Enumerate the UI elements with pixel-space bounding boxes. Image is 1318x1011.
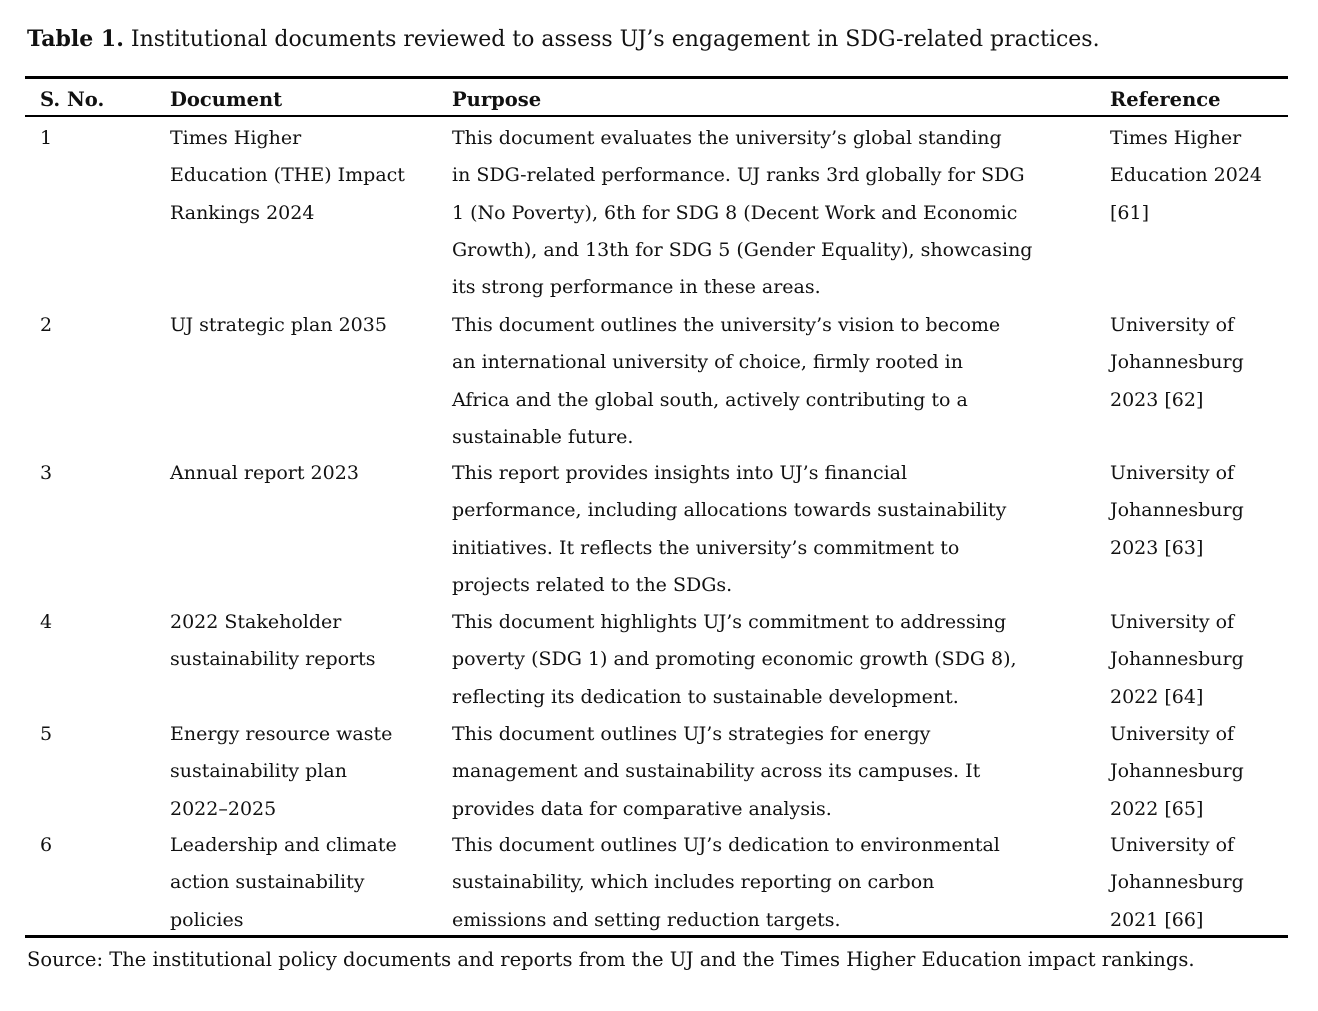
cell-sno [40,455,52,492]
cell-line: 3 [40,462,53,484]
cell-line: Annual report 2023 [170,462,359,484]
cell-line: Rankings 2024 [170,201,315,224]
cell-sno [40,604,52,641]
cell-reference [1110,827,1244,939]
cell-line: its strong performance in these areas. [452,276,821,299]
top-rule [25,76,1288,79]
bottom-rule [25,935,1288,938]
cell-line: 6 [40,834,53,856]
cell-line: Education (THE) Impact [170,164,405,187]
cell-sno [40,120,52,157]
cell-line: 2021 [66] [1110,908,1204,931]
cell-line: This report provides insights into UJ’s financial [452,462,908,484]
cell-line: UJ strategic plan 2035 [170,314,387,336]
cell-purpose [452,716,980,828]
cell-reference [1110,455,1244,567]
header-document: Document [170,88,283,111]
cell-line: policies [170,908,244,931]
cell-line: an international university of choice, firmly rooted in [452,351,963,374]
cell-purpose [452,307,1000,456]
cell-line: Times Higher [1110,127,1242,149]
cell-line: Johannesburg [1110,871,1244,894]
cell-line: University of [1110,834,1235,856]
header-rule [25,115,1288,117]
cell-line: 2022 [65] [1110,797,1204,820]
cell-line: 1 [40,127,53,149]
cell-document [170,307,387,344]
cell-line: 4 [40,611,53,633]
cell-line: Johannesburg [1110,351,1244,374]
cell-document [170,455,359,492]
cell-line: 2 [40,314,53,336]
cell-line: This document outlines the university’s vision to become [452,314,1001,336]
cell-line: 2023 [62] [1110,388,1204,411]
cell-line: sustainability plan [170,760,347,783]
cell-document [170,827,397,939]
cell-line: projects related to the SDGs. [452,573,733,596]
cell-line: in SDG-related performance. UJ ranks 3rd globally for SDG [452,164,1025,187]
cell-purpose [452,120,1032,306]
cell-line: reflecting its dedication to sustainable development. [452,685,959,708]
cell-line: Energy resource waste [170,723,393,745]
cell-reference [1110,604,1244,716]
cell-line: This document outlines UJ’s strategies for energy [452,723,931,745]
cell-line: Education 2024 [1110,164,1263,187]
cell-line: action sustainability [170,871,365,894]
cell-line: 5 [40,723,53,745]
cell-reference [1110,307,1244,419]
cell-purpose [452,604,1017,716]
cell-line: [61] [1110,201,1150,224]
cell-line: 1 (No Poverty), 6th for SDG 8 (Decent Work and Economic [452,201,1018,224]
cell-line: sustainability reports [170,648,376,671]
cell-line: emissions and setting reduction targets. [452,908,841,931]
cell-line: Leadership and climate [170,834,397,856]
cell-line: 2023 [63] [1110,536,1204,559]
cell-purpose [452,455,1006,604]
cell-line: Times Higher [170,127,302,149]
cell-purpose [452,827,1000,939]
cell-line: University of [1110,611,1235,633]
cell-line: performance, including allocations towards sustainability [452,499,1007,522]
caption-label: Table 1. [27,26,124,52]
cell-line: management and sustainability across its campuses. It [452,760,981,783]
cell-line: 2022 Stakeholder [170,611,342,633]
cell-sno [40,827,52,864]
header-reference: Reference [1110,88,1221,111]
cell-sno [40,307,52,344]
table-caption [27,26,1100,52]
cell-line: provides data for comparative analysis. [452,797,832,820]
cell-line: initiatives. It reflects the university’s commitment to [452,536,960,559]
table-source: Source: The institutional policy documents and reports from the UJ and the Times Higher Education impact rankings. [27,948,1195,971]
cell-line: 2022–2025 [170,797,277,820]
cell-line: University of [1110,723,1235,745]
cell-line: This document highlights UJ’s commitment to addressing [452,611,1007,633]
cell-document [170,120,405,232]
cell-line: University of [1110,314,1235,336]
cell-line: Johannesburg [1110,760,1244,783]
cell-line: This document evaluates the university’s global standing [452,127,1002,149]
cell-line: sustainability, which includes reporting on carbon [452,871,935,894]
header-purpose: Purpose [452,88,542,111]
cell-line: poverty (SDG 1) and promoting economic growth (SDG 8), [452,648,1017,671]
cell-reference [1110,120,1262,232]
cell-line: Johannesburg [1110,499,1244,522]
cell-reference [1110,716,1244,828]
cell-line: 2022 [64] [1110,685,1204,708]
cell-line: sustainable future. [452,425,634,448]
cell-document [170,604,376,679]
caption-text: Institutional documents reviewed to assess UJ’s engagement in SDG-related practices. [123,27,1100,52]
cell-line: University of [1110,462,1235,484]
cell-line: Africa and the global south, actively contributing to a [452,388,968,411]
cell-document [170,716,392,828]
cell-line: Growth), and 13th for SDG 5 (Gender Equality), showcasing [452,238,1033,261]
cell-line: This document outlines UJ’s dedication to environmental [452,834,1000,856]
header-sno: S. No. [40,88,105,111]
cell-sno [40,716,52,753]
cell-line: Johannesburg [1110,648,1244,671]
